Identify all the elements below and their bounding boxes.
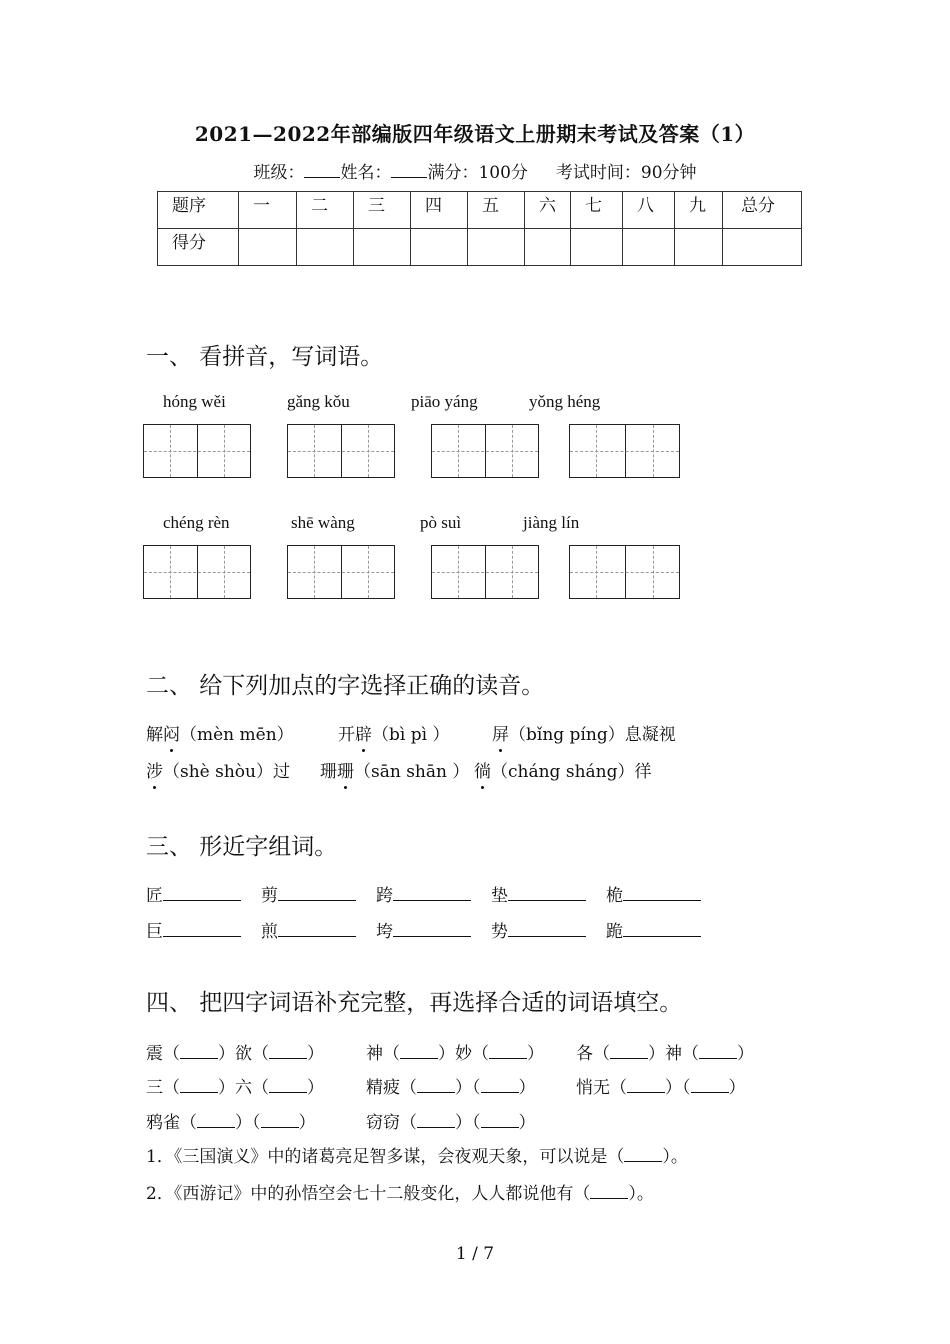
section1-title: 一、 看拼音，写词语。 xyxy=(146,344,384,370)
pinyin-label: shē wàng xyxy=(291,513,355,532)
reading-item: 徜（cháng sháng）徉 xyxy=(474,757,651,782)
table-cell: 题序 xyxy=(158,192,239,229)
word-item: 剪 xyxy=(261,881,376,906)
word-row xyxy=(146,881,721,906)
word-item: 煎 xyxy=(261,917,376,942)
exam-meta xyxy=(0,158,950,183)
section3-title: 三、 形近字组词。 xyxy=(146,834,338,860)
score-cell[interactable] xyxy=(525,229,571,266)
table-row xyxy=(158,192,802,229)
name-blank[interactable] xyxy=(391,161,427,178)
reading-item: 解闷（mèn mēn） xyxy=(146,720,338,745)
word-item: 垮 xyxy=(376,917,491,942)
score-cell[interactable] xyxy=(354,229,411,266)
score-cell[interactable] xyxy=(239,229,297,266)
word-item: 势 xyxy=(491,917,606,942)
reading-item: 涉（shè shòu）过 xyxy=(146,757,320,782)
idiom-item: 震（ ）欲（ ） xyxy=(146,1044,324,1064)
idiom-row xyxy=(146,1108,536,1133)
word-item: 巨 xyxy=(146,917,261,942)
name-label: 姓名： xyxy=(340,163,392,183)
reading-item: 开辟（bì pì ） xyxy=(338,720,492,745)
score-cell[interactable] xyxy=(723,229,802,266)
word-item: 匠 xyxy=(146,881,261,906)
pinyin-label: yǒng héng xyxy=(529,392,601,411)
idiom-item: 神（ ）妙（ ） xyxy=(366,1044,544,1064)
word-item: 跨 xyxy=(376,881,491,906)
table-cell: 总分 xyxy=(723,192,802,229)
word-row xyxy=(146,917,721,942)
idiom-item: 三（ ）六（ ） xyxy=(146,1078,324,1098)
pinyin-label: jiàng lín xyxy=(523,513,580,532)
table-cell: 五 xyxy=(468,192,525,229)
writing-grid[interactable] xyxy=(287,424,395,478)
answer-blank[interactable] xyxy=(624,1147,662,1162)
score-cell[interactable] xyxy=(571,229,623,266)
table-cell: 六 xyxy=(525,192,571,229)
idiom-item: 各（ ）神（ ） xyxy=(576,1044,754,1064)
score-cell[interactable] xyxy=(297,229,354,266)
word-item: 跪 xyxy=(606,917,721,942)
reading-row xyxy=(146,757,651,782)
reading-item: 珊珊（sān shān ） xyxy=(320,757,474,782)
idiom-item: 悄无（ ）（ ） xyxy=(576,1078,746,1098)
page-number: 1 / 7 xyxy=(455,1244,495,1264)
idiom-row xyxy=(146,1039,754,1064)
document-title: 2021—2022年部编版四年级语文上册期末考试及答案（1） xyxy=(194,122,756,146)
writing-grid[interactable] xyxy=(431,424,539,478)
table-cell: 一 xyxy=(239,192,297,229)
pinyin-label: piāo yáng xyxy=(411,392,478,411)
answer-blank[interactable] xyxy=(590,1184,628,1199)
exam-time: 考试时间：90分钟 xyxy=(555,163,697,183)
reading-item: 屏（bǐng píng）息凝视 xyxy=(492,720,676,745)
question-2: 2．《西游记》中的孙悟空会七十二般变化，人人都说他有（ ）。 xyxy=(146,1184,654,1204)
writing-grid[interactable] xyxy=(569,424,680,478)
idiom-row xyxy=(146,1073,746,1098)
score-cell[interactable] xyxy=(411,229,468,266)
score-table xyxy=(157,191,802,266)
writing-grid[interactable] xyxy=(431,545,539,599)
table-cell: 得分 xyxy=(158,229,239,266)
section2-title: 二、 给下列加点的字选择正确的读音。 xyxy=(146,673,545,699)
word-item: 垫 xyxy=(491,881,606,906)
idiom-item: 鸦雀（ ）（ ） xyxy=(146,1113,316,1133)
class-blank[interactable] xyxy=(304,161,340,178)
writing-grid[interactable] xyxy=(143,424,251,478)
table-row xyxy=(158,229,802,266)
section4-title: 四、 把四字词语补充完整，再选择合适的词语填空。 xyxy=(146,990,683,1016)
question-1: 1．《三国演义》中的诸葛亮足智多谋，会夜观天象，可以说是（ ）。 xyxy=(146,1147,688,1167)
score-cell[interactable] xyxy=(468,229,525,266)
pinyin-label: gǎng kǒu xyxy=(287,392,350,411)
writing-grid[interactable] xyxy=(287,545,395,599)
table-cell: 八 xyxy=(623,192,675,229)
score-cell[interactable] xyxy=(623,229,675,266)
table-cell: 四 xyxy=(411,192,468,229)
pinyin-label: hóng wěi xyxy=(163,392,226,411)
pinyin-label: chéng rèn xyxy=(163,513,230,532)
writing-grid[interactable] xyxy=(569,545,680,599)
full-score: 满分：100分 xyxy=(427,163,528,183)
class-label: 班级： xyxy=(253,163,305,183)
pinyin-label: pò suì xyxy=(420,513,462,532)
writing-grid[interactable] xyxy=(143,545,251,599)
table-cell: 二 xyxy=(297,192,354,229)
table-cell: 三 xyxy=(354,192,411,229)
idiom-item: 精疲（ ）（ ） xyxy=(366,1078,536,1098)
table-cell: 九 xyxy=(675,192,723,229)
word-item: 桅 xyxy=(606,881,721,906)
reading-row xyxy=(146,720,676,745)
score-cell[interactable] xyxy=(675,229,723,266)
table-cell: 七 xyxy=(571,192,623,229)
idiom-item: 窃窃（ ）（ ） xyxy=(366,1113,536,1133)
